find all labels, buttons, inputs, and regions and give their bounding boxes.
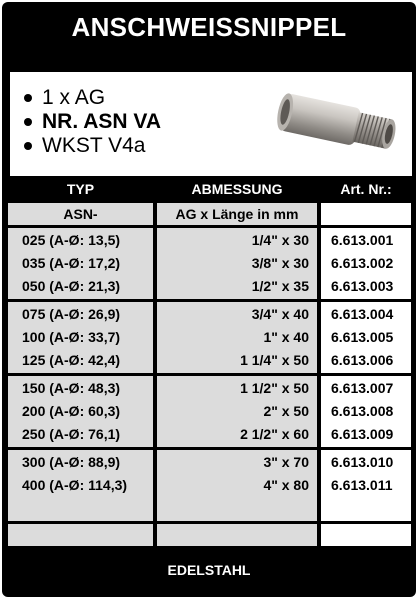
table-cell-typ: 075 (A-Ø: 26,9): [22, 306, 121, 322]
table-cell-abmessung: 3/4" x 40: [251, 306, 309, 322]
table-cell-abmessung: 1/4" x 30: [251, 232, 309, 248]
table-cell-artnr: 6.613.008: [331, 403, 394, 419]
table-cell-typ: 400 (A-Ø: 114,3): [22, 477, 128, 493]
table-cell-typ: 300 (A-Ø: 88,9): [22, 454, 121, 470]
table-cell-abmessung: 1/2" x 35: [251, 278, 309, 294]
table-cell-typ: 100 (A-Ø: 33,7): [22, 329, 121, 345]
table-cell-typ: 025 (A-Ø: 13,5): [22, 232, 121, 248]
page-title: ANSCHWEISSNIPPEL: [71, 11, 347, 42]
table-cell-typ: 050 (A-Ø: 21,3): [22, 278, 121, 294]
table-cell-artnr: 6.613.002: [331, 255, 394, 271]
empty-row-bg: [8, 524, 153, 546]
table-cell-abmessung: 4" x 80: [263, 477, 309, 493]
table-cell-artnr: 6.613.004: [331, 306, 394, 322]
bullet-icon: [24, 142, 32, 150]
table-cell-typ: 035 (A-Ø: 17,2): [22, 255, 121, 271]
feature-item: WKST V4a: [24, 134, 161, 158]
table-cell-artnr: 6.613.006: [331, 352, 394, 368]
table-cell-artnr: 6.613.007: [331, 380, 394, 396]
table-cell-abmessung: 2 1/2" x 60: [240, 426, 309, 442]
bullet-icon: [24, 94, 32, 102]
subheader-artnr: [321, 203, 411, 225]
table-cell-typ: 200 (A-Ø: 60,3): [22, 403, 121, 419]
bullet-icon: [24, 118, 32, 126]
product-info-panel: [10, 72, 412, 176]
material-footer: EDELSTAHL: [167, 562, 251, 578]
column-header-abmessung: ABMESSUNG: [191, 181, 283, 197]
subheader-typ: ASN-: [8, 203, 153, 225]
table-cell-abmessung: 1" x 40: [263, 329, 309, 345]
subheader-abmessung: AG x Länge in mm: [157, 203, 317, 225]
table-cell-artnr: 6.613.010: [331, 454, 394, 470]
feature-item: 1 x AG: [24, 86, 161, 110]
table-cell-artnr: 6.613.003: [331, 278, 394, 294]
table-cell-typ: 250 (A-Ø: 76,1): [22, 426, 121, 442]
table-cell-typ: 150 (A-Ø: 48,3): [22, 380, 121, 396]
table-cell-abmessung: 3/8" x 30: [251, 255, 309, 271]
weld-nipple-image: [272, 82, 402, 164]
table-cell-artnr: 6.613.011: [331, 477, 393, 493]
column-header-typ: TYP: [66, 181, 95, 197]
table-cell-abmessung: 1 1/2" x 50: [240, 380, 309, 396]
feature-list: [24, 86, 161, 158]
table-cell-artnr: 6.613.009: [331, 426, 394, 442]
empty-row-bg: [157, 524, 317, 546]
catalog-card: [2, 2, 416, 597]
table-cell-typ: 125 (A-Ø: 42,4): [22, 352, 121, 368]
table-cell-abmessung: 2" x 50: [263, 403, 309, 419]
table-cell-artnr: 6.613.005: [331, 329, 394, 345]
table-cell-artnr: 6.613.001: [331, 232, 394, 248]
empty-row-bg: [321, 524, 411, 546]
table-cell-abmessung: 3" x 70: [263, 454, 309, 470]
feature-item: NR. ASN VA: [24, 110, 161, 134]
table-cell-abmessung: 1 1/4" x 50: [240, 352, 309, 368]
column-header-artnr: Art. Nr.:: [340, 181, 392, 197]
